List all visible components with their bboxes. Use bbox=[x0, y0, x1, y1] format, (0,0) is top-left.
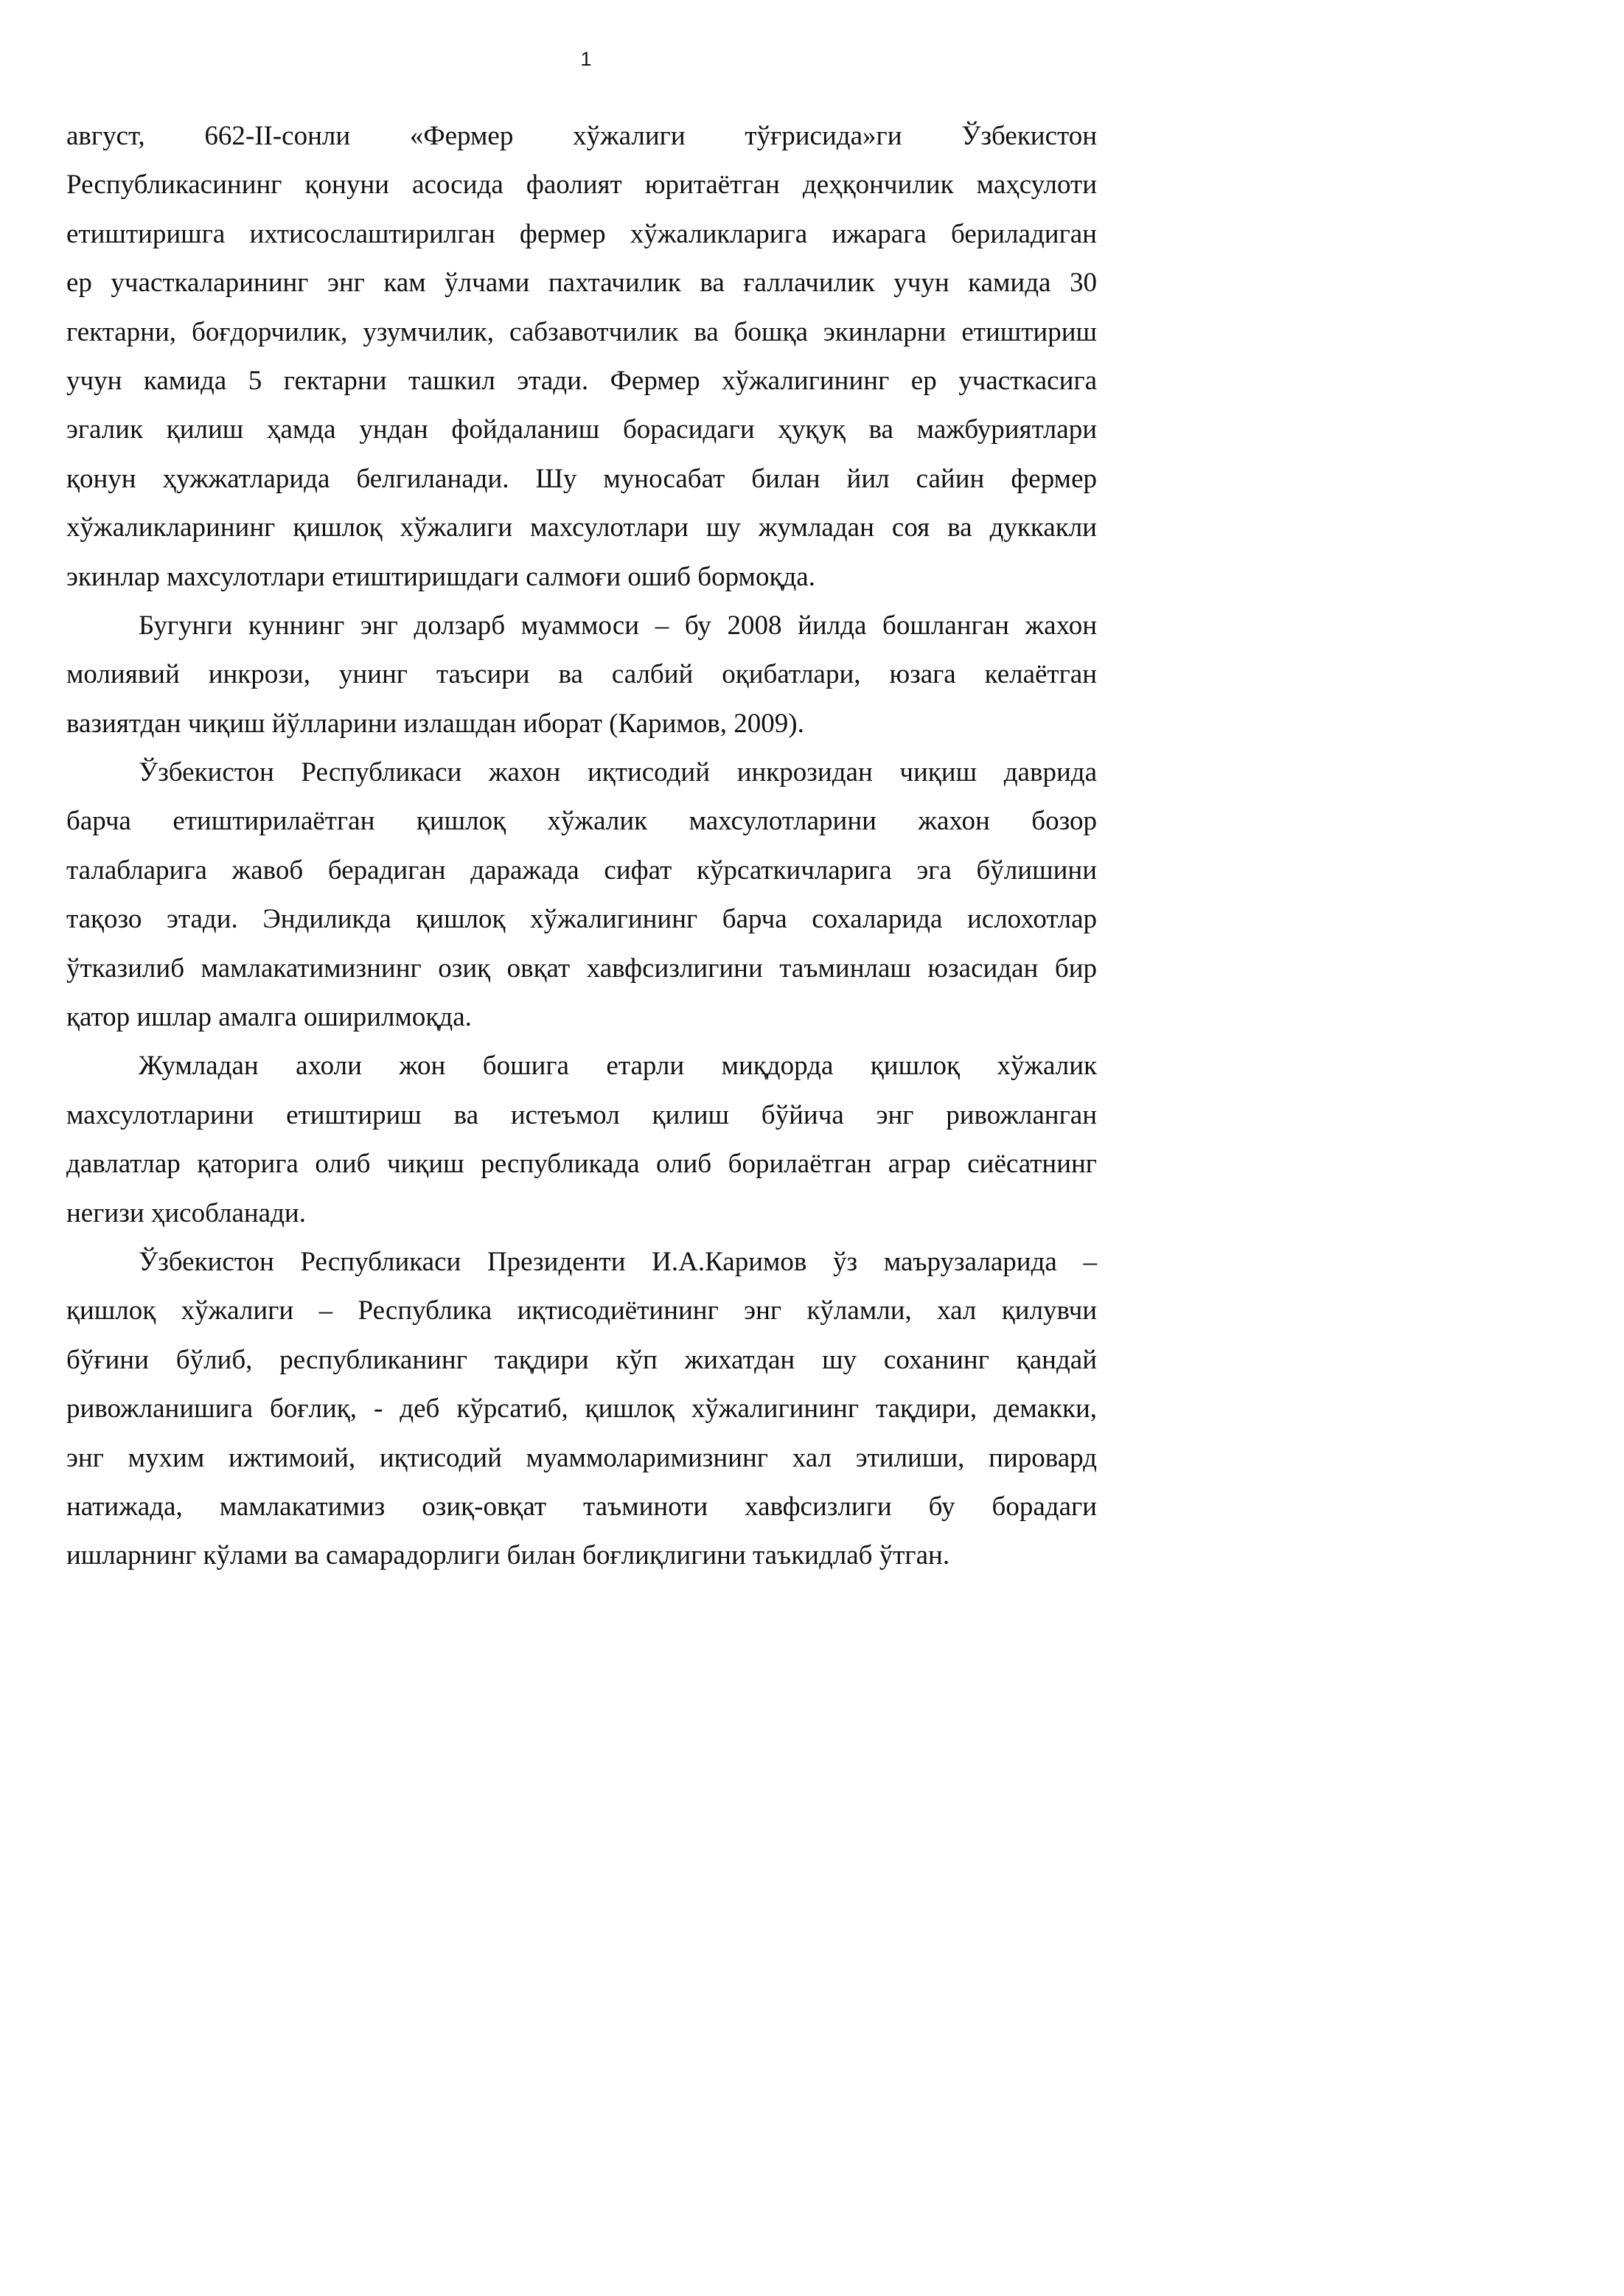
document-body bbox=[66, 112, 1097, 1581]
text-line: экинлар махсулотлари етиштиришдаги салмоғи ошиб бормоқда. bbox=[66, 561, 815, 592]
text-line: махсулотларини етиштириш ва истеъмол қилиш бўйича энг ривожланган bbox=[66, 1099, 1097, 1130]
text-line: бўғини бўлиб, республиканинг тақдири кўп жихатдан шу соханинг қандай bbox=[66, 1344, 1097, 1375]
text-line: тақозо этади. Эндиликда қишлоқ хўжалигининг барча сохаларида ислохотлар bbox=[66, 904, 1097, 935]
text-line: Республикасининг қонуни асосида фаолият юритаётган деҳқончилик маҳсулоти bbox=[66, 170, 1097, 201]
text-line: эгалик қилиш ҳамда ундан фойдаланиш борасидаги ҳуқуқ ва мажбуриятлари bbox=[66, 414, 1097, 445]
text-line: натижада, мамлакатимиз озиқ-овқат таъминоти хавфсизлиги бу борадаги bbox=[66, 1491, 1097, 1522]
text-line: қишлоқ хўжалиги – Республика иқтисодиётининг энг кўламли, хал қилувчи bbox=[66, 1295, 1097, 1326]
text-line: қонун ҳужжатларида белгиланади. Шу муносабат билан йил сайин фермер bbox=[66, 463, 1097, 494]
text-line: ўтказилиб мамлакатимизнинг озиқ овқат хавфсизлигини таъминлаш юзасидан бир bbox=[66, 953, 1097, 984]
text-line: учун камида 5 гектарни ташкил этади. Фермер хўжалигининг ер участкасига bbox=[66, 365, 1097, 396]
text-line: ер участкаларининг энг кам ўлчами пахтачилик ва ғаллачилик учун камида 30 bbox=[66, 268, 1097, 299]
text-line: август, 662-II-сонли «Фермер хўжалиги тўғрисида»ги Ўзбекистон bbox=[66, 121, 1097, 151]
text-line: Ўзбекистон Республикаси Президенти И.А.Каримов ўз маърузаларида – bbox=[139, 1246, 1097, 1277]
text-line: ишларнинг кўлами ва самарадорлиги билан боғлиқлигини таъкидлаб ўтган. bbox=[66, 1540, 950, 1571]
text-line: молиявий инкрози, унинг таъсири ва салбий оқибатлари, юзага келаётган bbox=[66, 659, 1097, 690]
paragraph bbox=[66, 112, 1097, 602]
paragraph bbox=[66, 1238, 1097, 1581]
text-line: давлатлар қаторига олиб чиқиш республикада олиб борилаётган аграр сиёсатнинг bbox=[66, 1149, 1097, 1180]
text-line: ривожланишига боғлиқ, - деб кўрсатиб, қишлоқ хўжалигининг тақдири, демакки, bbox=[66, 1394, 1097, 1424]
paragraph bbox=[66, 602, 1097, 748]
text-line: Жумладан ахоли жон бошига етарли миқдорда қишлоқ хўжалик bbox=[139, 1051, 1097, 1082]
text-line: Ўзбекистон Республикаси жахон иқтисодий инкрозидан чиқиш даврида bbox=[139, 757, 1097, 788]
text-line: энг мухим ижтимоий, иқтисодий муаммоларимизнинг хал этилиши, пировард bbox=[66, 1442, 1097, 1473]
text-line: барча етиштирилаётган қишлоқ хўжалик махсулотларини жахон бозор bbox=[66, 806, 1097, 837]
paragraph bbox=[66, 1042, 1097, 1238]
text-line: негизи ҳисобланади. bbox=[66, 1197, 306, 1228]
text-line: қатор ишлар амалга оширилмоқда. bbox=[66, 1002, 472, 1033]
text-line: гектарни, боғдорчилик, узумчилик, сабзавотчилик ва бошқа экинларни етиштириш bbox=[66, 316, 1097, 347]
text-line: талабларига жавоб берадиган даражада сифат кўрсаткичларига эга бўлишини bbox=[66, 855, 1097, 886]
text-line: Бугунги куннинг энг долзарб муаммоси – бу 2008 йилда бошланган жахон bbox=[139, 610, 1097, 641]
text-line: етиштиришга ихтисослаштирилган фермер хўжаликларига ижарага бериладиган bbox=[66, 218, 1097, 249]
text-line: вазиятдан чиқиш йўлларини излашдан иборат (Каримов, 2009). bbox=[66, 708, 804, 739]
page-number: 1 bbox=[580, 48, 592, 70]
text-line: хўжаликларининг қишлоқ хўжалиги махсулотлари шу жумладан соя ва дуккакли bbox=[66, 512, 1097, 543]
paragraph bbox=[66, 748, 1097, 1042]
